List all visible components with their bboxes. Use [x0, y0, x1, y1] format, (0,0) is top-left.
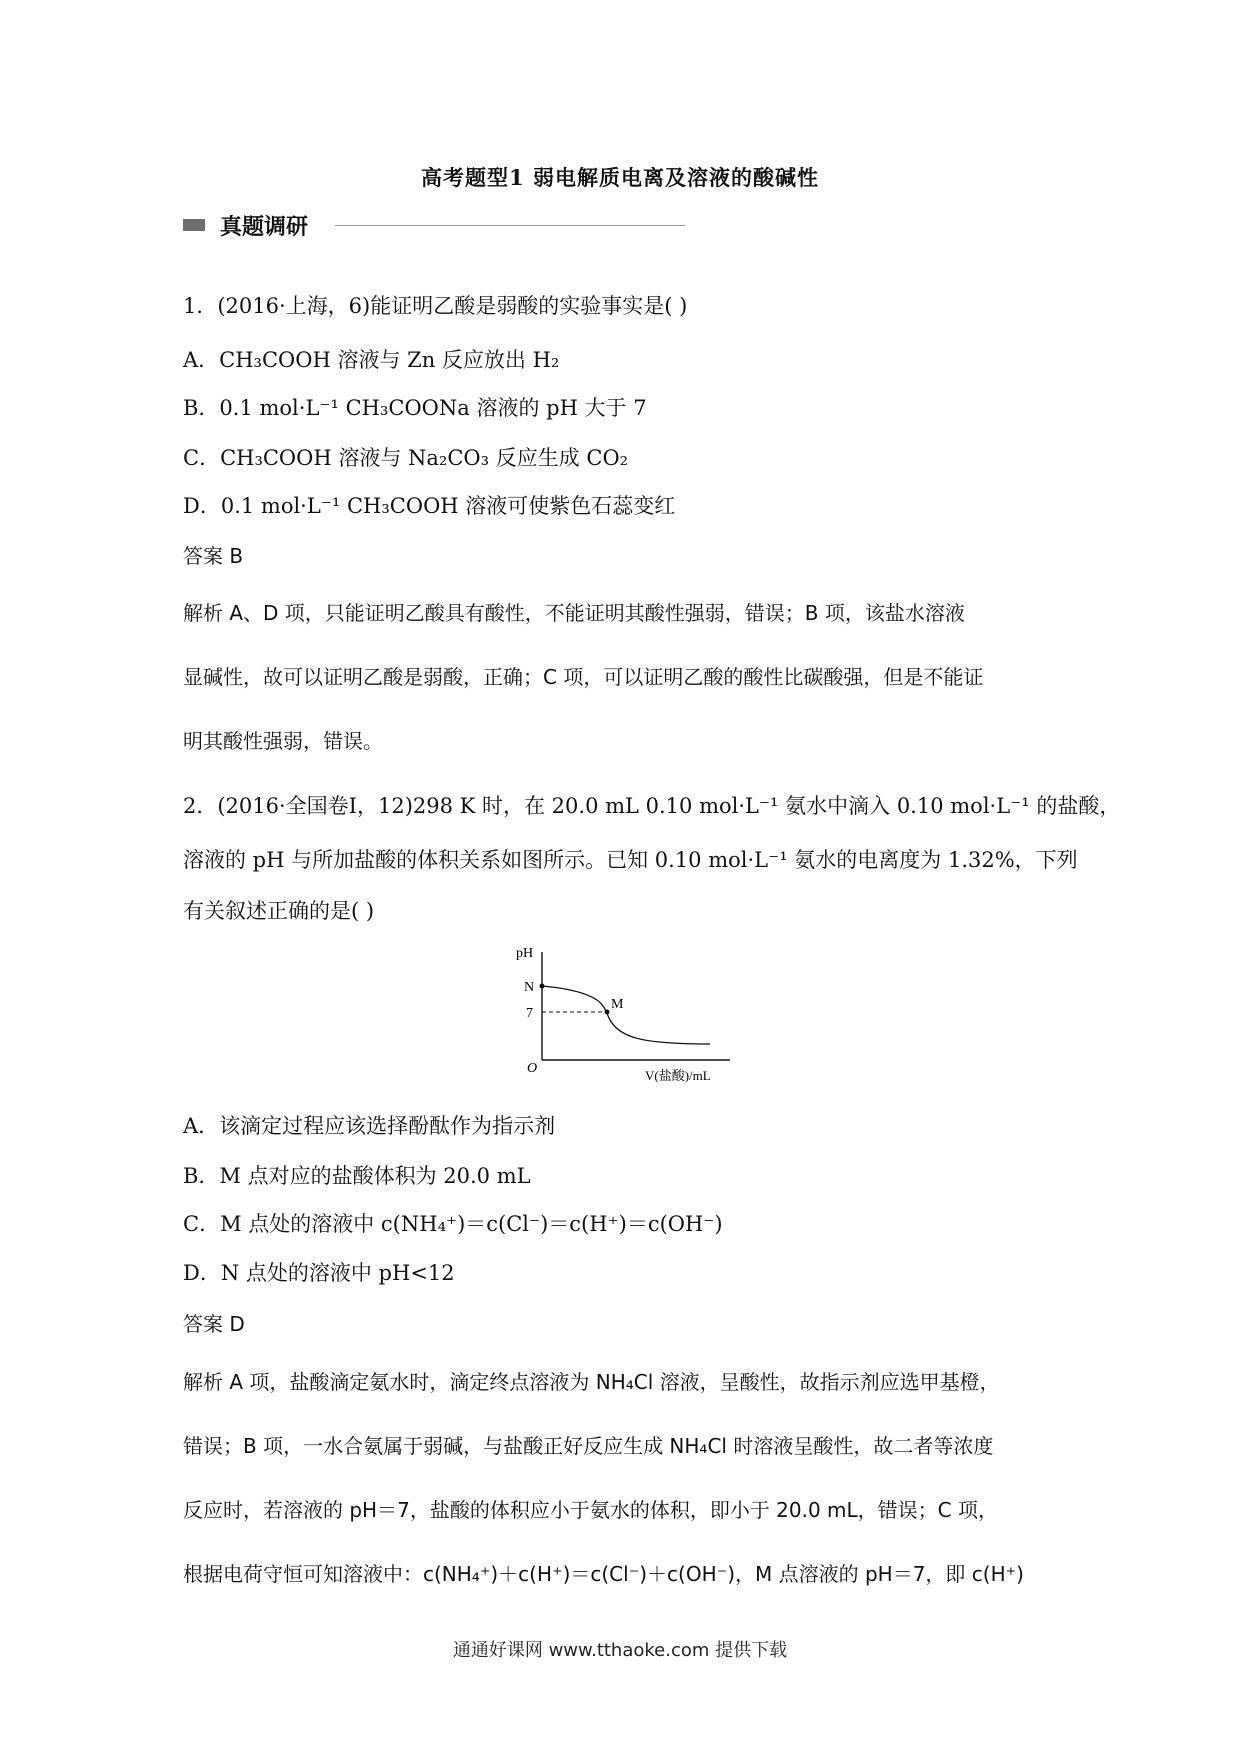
- q2-option-b: B．M 点对应的盐酸体积为 20.0 mL: [183, 1164, 531, 1188]
- section-divider: [335, 225, 685, 226]
- q2-stem-line: 溶液的 pH 与所加盐酸的体积关系如图所示。已知 0.10 mol·L⁻¹ 氨水的电离度为 1.32%，下列: [183, 848, 1078, 872]
- y-tick-7: 7: [526, 1006, 533, 1021]
- q2-analysis-line: 根据电荷守恒可知溶液中：c(NH₄⁺)＋c(H⁺)＝c(Cl⁻)＋c(OH⁻)，M 点溶液的 pH＝7，即 c(H⁺): [183, 1562, 1024, 1586]
- y-tick-n: N: [524, 980, 535, 995]
- footer-credit: 通通好课网 www.tthaoke.com 提供下载: [452, 1640, 788, 1661]
- q1-analysis-line: 解析 A、D 项，只能证明乙酸具有酸性，不能证明其酸性强弱，错误；B 项，该盐水溶液: [183, 601, 965, 625]
- point-m: [605, 1010, 610, 1015]
- point-m-label: M: [611, 997, 624, 1012]
- q1-stem: 1．(2016·上海，6)能证明乙酸是弱酸的实验事实是( ): [183, 294, 688, 318]
- q2-option-c: C．M 点处的溶液中 c(NH₄⁺)＝c(Cl⁻)＝c(H⁺)＝c(OH⁻): [183, 1212, 723, 1236]
- q1-option-c: C．CH₃COOH 溶液与 Na₂CO₃ 反应生成 CO₂: [183, 446, 629, 470]
- q2-option-a: A．该滴定过程应该选择酚酞作为指示剂: [183, 1114, 556, 1138]
- q2-option-d: D．N 点处的溶液中 pH<12: [183, 1261, 455, 1285]
- q2-analysis-line: 错误；B 项，一水合氨属于弱碱，与盐酸正好反应生成 NH₄Cl 时溶液呈酸性，故二者等浓度: [183, 1434, 994, 1458]
- q1-analysis-line: 明其酸性强弱，错误。: [183, 729, 383, 753]
- x-axis-label: V(盐酸)/mL: [645, 1068, 711, 1082]
- q2-analysis-line: 解析 A 项，盐酸滴定氨水时，滴定终点溶液为 NH₄Cl 溶液，呈酸性，故指示剂应选甲基橙，: [183, 1370, 1000, 1394]
- titration-curve: [542, 986, 710, 1044]
- y-axis-label: pH: [516, 946, 534, 961]
- q1-option-b: B．0.1 mol·L⁻¹ CH₃COONa 溶液的 pH 大于 7: [183, 396, 647, 420]
- q2-stem-line: 有关叙述正确的是( ): [183, 899, 375, 923]
- q1-option-a: A．CH₃COOH 溶液与 Zn 反应放出 H₂: [183, 348, 560, 372]
- q1-analysis-line: 显碱性，故可以证明乙酸是弱酸，正确；C 项，可以证明乙酸的酸性比碳酸强，但是不能证: [183, 665, 984, 689]
- page-title: 高考题型1 弱电解质电离及溶液的酸碱性: [421, 165, 819, 190]
- q1-answer: 答案 B: [183, 544, 244, 568]
- section-marker: [183, 219, 205, 231]
- q2-stem-line: 2．(2016·全国卷Ⅰ，12)298 K 时，在 20.0 mL 0.10 mol·L⁻¹ 氨水中滴入 0.10 mol·L⁻¹ 的盐酸，: [183, 794, 1121, 818]
- q2-analysis-line: 反应时，若溶液的 pH＝7，盐酸的体积应小于氨水的体积，即小于 20.0 mL，错误；C 项，: [183, 1498, 999, 1522]
- point-n: [540, 984, 545, 989]
- titration-chart: [510, 942, 740, 1082]
- section-label: 真题调研: [220, 215, 309, 240]
- origin-label: O: [527, 1061, 538, 1076]
- q2-answer: 答案 D: [183, 1312, 245, 1336]
- q1-option-d: D．0.1 mol·L⁻¹ CH₃COOH 溶液可使紫色石蕊变红: [183, 494, 676, 518]
